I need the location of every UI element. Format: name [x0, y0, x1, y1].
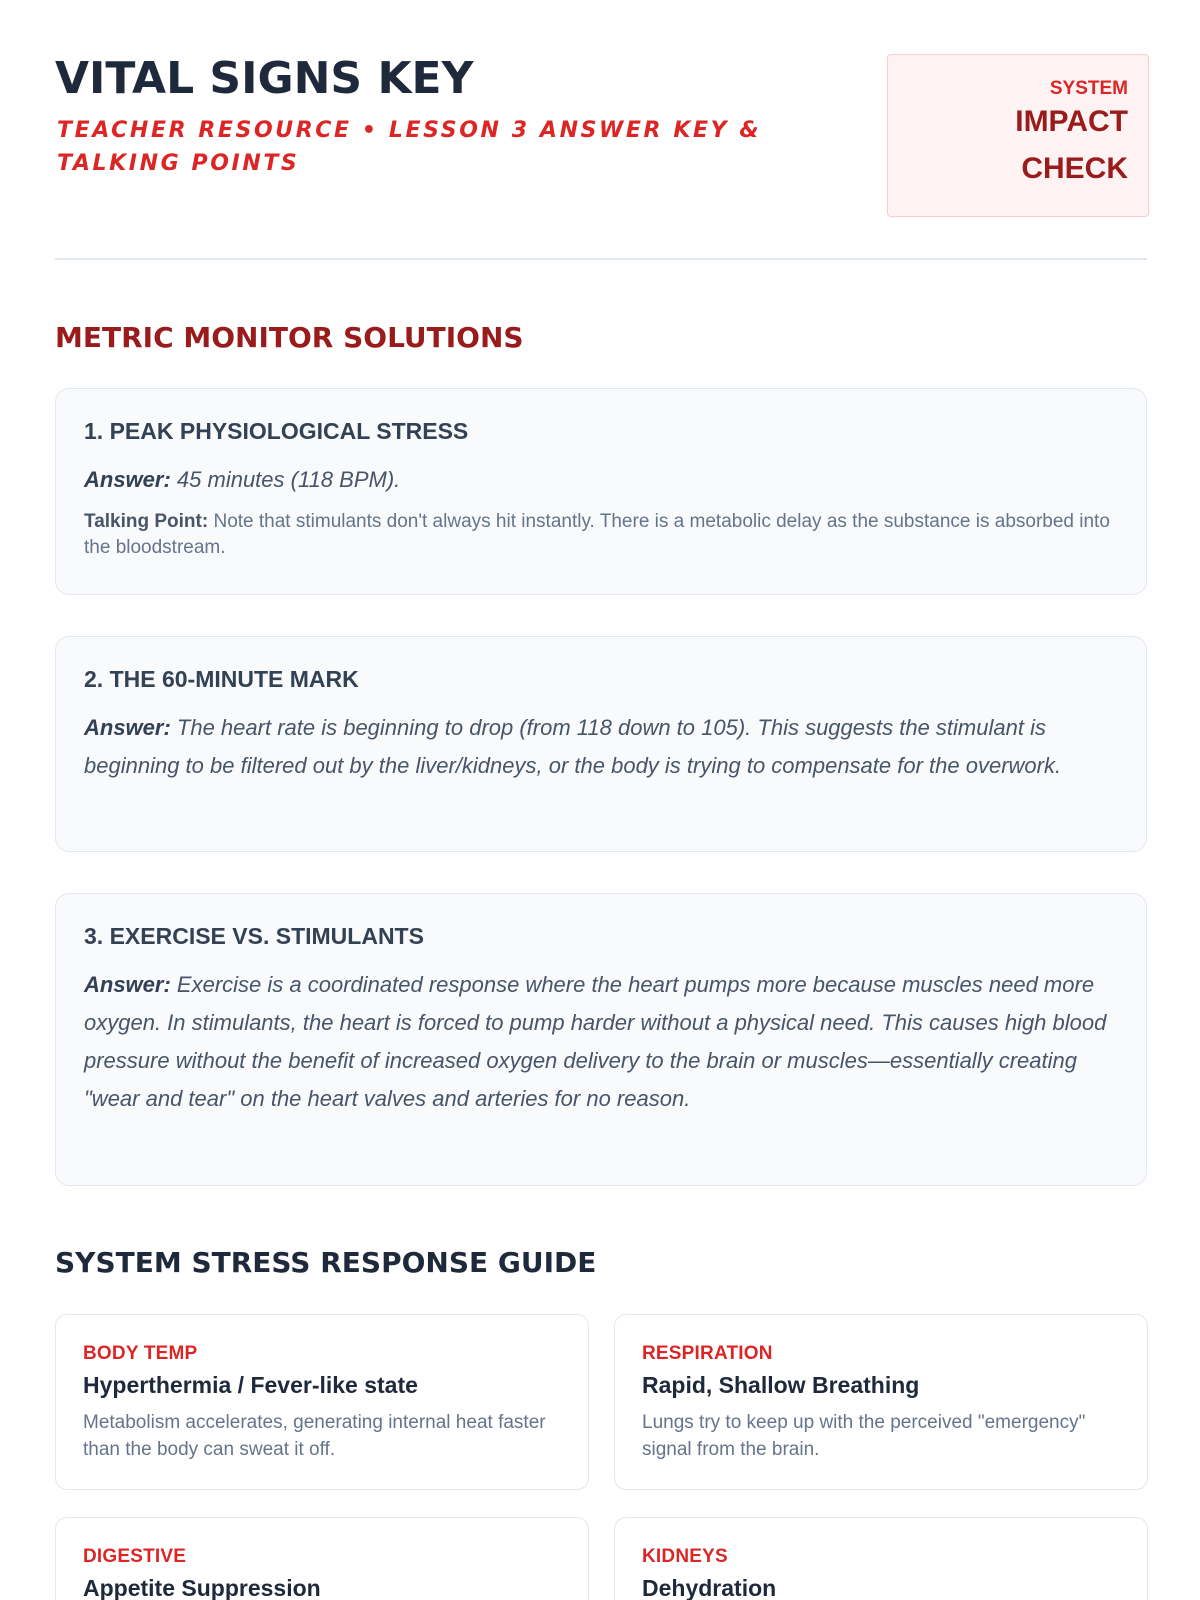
- solution-answer: [84, 461, 1118, 499]
- solution-card: [55, 388, 1147, 595]
- guide-card-label: DIGESTIVE: [83, 1546, 187, 1567]
- guide-card-description: Lungs try to keep up with the perceived "emergency" signal from the brain.: [642, 1412, 1086, 1460]
- page-header: [55, 50, 1147, 220]
- badge-label: SYSTEM: [1049, 78, 1128, 99]
- guide-card-body-temp: [55, 1314, 589, 1490]
- answer-text: The heart rate is beginning to drop (from 118 down to 105). This suggests the stimulant is beginning to be filtered out by the liver/kidneys, or the body is trying to compensate for the overwork.: [84, 715, 1062, 778]
- guide-card-respiration: [614, 1314, 1148, 1490]
- answer-label: Answer:: [84, 972, 171, 997]
- solution-card: [55, 636, 1147, 852]
- guide-card-label: KIDNEYS: [642, 1546, 728, 1567]
- solution-answer: [84, 966, 1118, 1118]
- solution-answer: [84, 709, 1118, 785]
- page-subtitle: TEACHER RESOURCE • LESSON 3 ANSWER KEY & TALKING POINTS: [57, 118, 762, 176]
- impact-check-badge: [887, 54, 1149, 217]
- answer-text: Exercise is a coordinated response where the heart pumps more because muscles need more oxygen. In stimulants, the heart is forced to pump harder without a physical need. This causes high blood pressure without the benefit of increased oxygen delivery to the brain or muscles—essentially creating "wear and tear" on the heart valves and arteries for no reason.: [84, 972, 1107, 1111]
- guide-card-title: Dehydration: [642, 1575, 777, 1600]
- solution-title: 1. PEAK PHYSIOLOGICAL STRESS: [84, 418, 469, 444]
- guide-card-description: Metabolism accelerates, generating internal heat faster than the body can sweat it off.: [83, 1412, 546, 1460]
- guide-card-kidneys: [614, 1517, 1148, 1600]
- badge-title-line-1: IMPACT: [1015, 105, 1128, 138]
- guide-card-title: Rapid, Shallow Breathing: [642, 1372, 920, 1398]
- answer-label: Answer:: [84, 467, 171, 492]
- badge-title-line-2: CHECK: [1021, 152, 1128, 185]
- solution-title: 3. EXERCISE VS. STIMULANTS: [84, 923, 424, 949]
- talking-point: [84, 509, 1118, 561]
- guide-card-title: Hyperthermia / Fever-like state: [83, 1372, 418, 1398]
- solutions-heading: METRIC MONITOR SOLUTIONS: [55, 321, 524, 354]
- talking-point-text: Note that stimulants don't always hit instantly. There is a metabolic delay as the substance is absorbed into the bloodstream.: [84, 511, 1110, 558]
- answer-label: Answer:: [84, 715, 171, 740]
- header-divider: [55, 258, 1147, 260]
- guide-card-digestive: [55, 1517, 589, 1600]
- talking-point-label: Talking Point:: [84, 511, 209, 532]
- solution-title: 2. THE 60-MINUTE MARK: [84, 666, 359, 692]
- page-title: VITAL SIGNS KEY: [55, 53, 474, 104]
- solution-card: [55, 893, 1147, 1186]
- guide-card-label: BODY TEMP: [83, 1343, 198, 1364]
- guide-card-label: RESPIRATION: [642, 1343, 773, 1364]
- answer-text: 45 minutes (118 BPM).: [170, 467, 401, 492]
- guide-heading: SYSTEM STRESS RESPONSE GUIDE: [55, 1246, 597, 1279]
- guide-card-title: Appetite Suppression: [83, 1575, 321, 1600]
- badge-title: [888, 105, 1128, 185]
